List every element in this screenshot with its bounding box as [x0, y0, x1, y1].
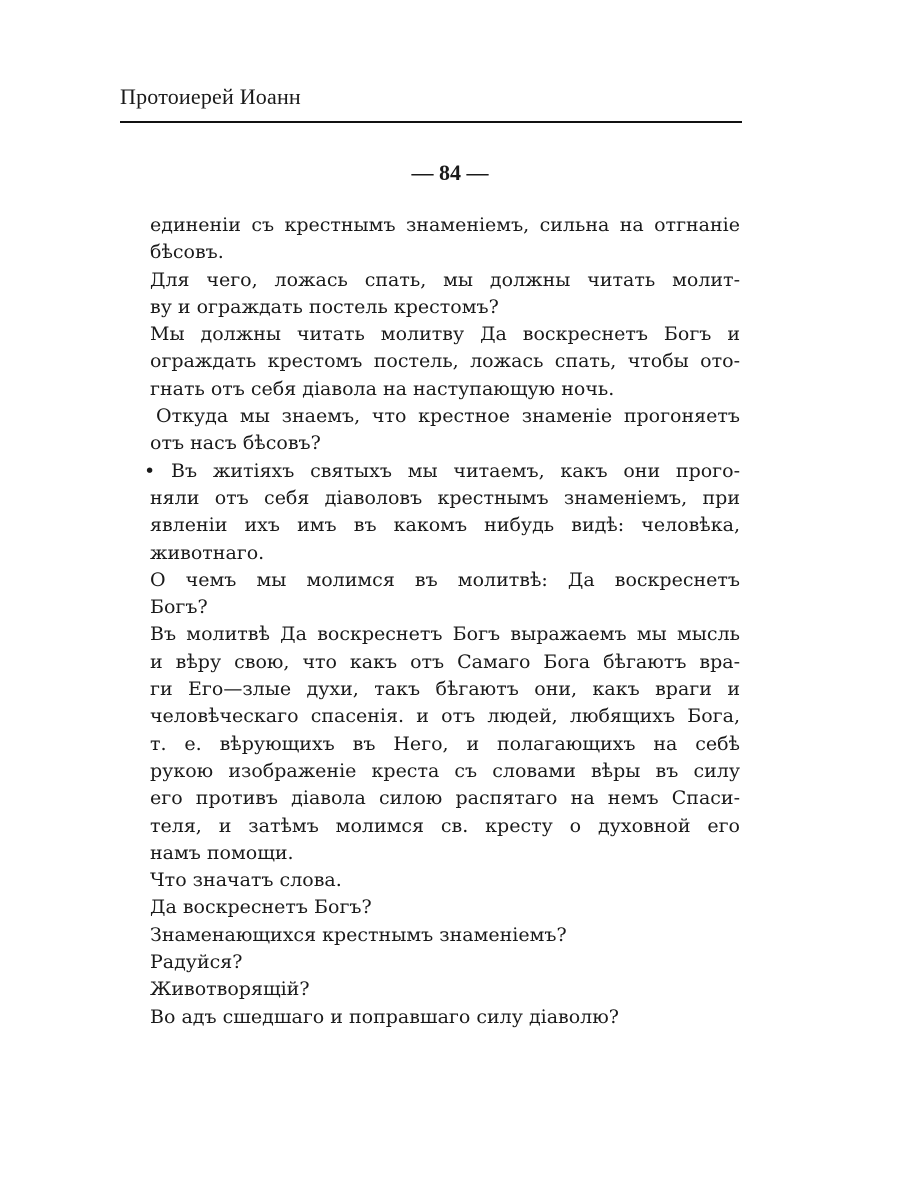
text-line: Въ молитвѣ Да воскреснетъ Богъ выражаемъ мы мысль: [150, 623, 740, 646]
header-rule: [120, 121, 742, 123]
text-line: Да воскреснетъ Богъ?: [150, 896, 372, 919]
text-line: намъ помощи.: [150, 841, 294, 864]
text-line: няли отъ себя діаволовъ крестнымъ знаменіемъ, при: [150, 486, 740, 509]
text-line: ограждать крестомъ постель, ложась спать, чтобы ото-: [150, 350, 740, 373]
text-line: его противъ діавола силою распятаго на немъ Спаси-: [150, 787, 740, 810]
text-line: Что значатъ слова.: [150, 869, 342, 892]
text-line: ги Его—злые духи, такъ бѣгаютъ они, какъ враги и: [150, 678, 740, 701]
text-line: гнать отъ себя діавола на наступающую ночь.: [150, 377, 615, 400]
text-line: единеніи съ крестнымъ знаменіемъ, сильна на отгнаніе: [150, 214, 740, 236]
text-line: Радуйся?: [150, 951, 243, 974]
text-line: рукою изображеніе креста съ словами вѣры въ силу: [150, 759, 740, 782]
text-line: Откуда мы знаемъ, что крестное знаменіе прогоняетъ: [156, 405, 740, 428]
text-line: и вѣру свою, что какъ отъ Самаго Бога бѣгаютъ вра-: [150, 650, 740, 673]
text-line: • Въ житіяхъ святыхъ мы читаемъ, какъ они прого-: [144, 459, 740, 482]
text-line: Знаменающихся крестнымъ знаменіемъ?: [150, 923, 567, 946]
text-line: ву и ограждать постель крестомъ?: [150, 295, 499, 318]
text-line: Для чего, ложась спать, мы должны читать молит-: [150, 268, 740, 291]
text-line: явленіи ихъ имъ въ какомъ нибудь видѣ: человѣка,: [150, 514, 740, 537]
text-line: человѣческаго спасенія. и отъ людей, любящихъ Бога,: [150, 705, 740, 728]
text-line: теля, и затѣмъ молимся св. кресту о духовной его: [150, 814, 740, 837]
text-line: т. е. вѣрующихъ въ Него, и полагающихъ на себѣ: [150, 732, 740, 755]
text-line: бѣсовъ.: [150, 241, 224, 264]
body-text: [144, 212, 740, 1031]
text-line: Животворящій?: [150, 978, 310, 1001]
page-number: — 84 —: [411, 160, 489, 185]
running-title: Протоиерей Иоанн: [120, 84, 301, 109]
text-line: Мы должны читать молитву Да воскреснетъ Богъ и: [150, 323, 740, 346]
text-line: животнаго.: [150, 541, 265, 564]
text-line: отъ насъ бѣсовъ?: [150, 432, 321, 455]
text-line: Богъ?: [150, 596, 208, 619]
text-line: О чемъ мы молимся въ молитвѣ: Да воскреснетъ: [150, 568, 740, 591]
text-line: Во адъ сшедшаго и поправшаго силу діаволю?: [150, 1005, 619, 1028]
